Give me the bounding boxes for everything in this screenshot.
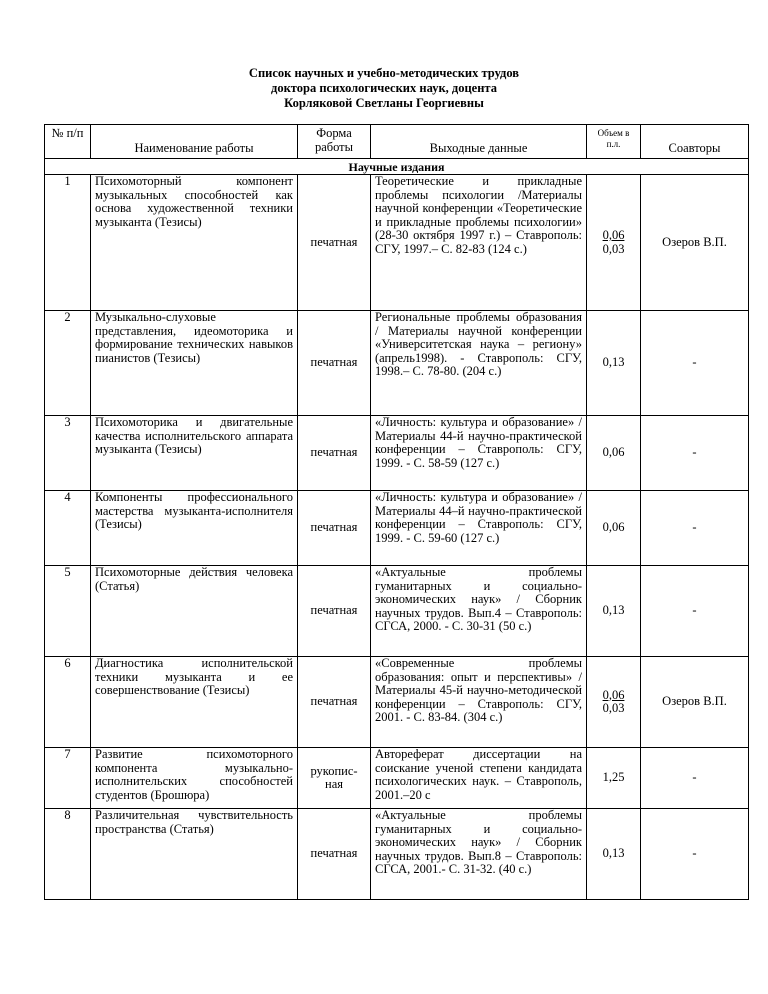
publication-data: Автореферат диссертации на соискание ученой степени кандидата психологических наук. – Ставрополь, 2001.–20 с — [371, 748, 587, 809]
row-number: 1 — [45, 175, 91, 311]
volume-total: 0,06 — [602, 520, 625, 535]
table-row — [45, 748, 749, 809]
volume-total: 0,13 — [602, 355, 625, 370]
volume-cell — [587, 748, 641, 809]
coauthors: - — [641, 566, 749, 657]
volume-total: 0,06 — [602, 228, 625, 242]
table-row — [45, 491, 749, 566]
table-row — [45, 809, 749, 900]
work-title: Развитие психомоторного компонента музыкально-исполнительских способностей студентов (Брошюра) — [91, 748, 298, 809]
volume-total: 0,06 — [602, 687, 625, 702]
publication-data: Теоретические и прикладные проблемы психологии /Материалы научной конференции «Теоретические и прикладные проблемы психологии» (28-30 октября 1997 г.) – Ставрополь: СГУ, 1997.– С. 82-83 (124 с.) — [371, 175, 587, 311]
coauthors: - — [641, 416, 749, 491]
volume-cell — [587, 657, 641, 748]
coauthors: - — [641, 311, 749, 416]
volume-cell — [587, 416, 641, 491]
document-title-line2: доктора психологических наук, доцента — [271, 81, 497, 95]
work-title: Диагностика исполнительской техники музыканта и ее совершенствование (Тезисы) — [91, 657, 298, 748]
coauthors: - — [641, 491, 749, 566]
volume-cell — [587, 175, 641, 311]
col-header-num: № п/п — [45, 125, 91, 159]
work-form: печатная — [298, 566, 371, 657]
volume-cell — [587, 311, 641, 416]
work-title: Психомоторный компонент музыкальных способностей как основа художественной техники музыканта (Тезисы) — [91, 175, 298, 311]
document-title-line3: Корляковой Светланы Георгиевны — [284, 96, 484, 110]
work-form: печатная — [298, 491, 371, 566]
work-title: Компоненты профессионального мастерства музыканта-исполнителя (Тезисы) — [91, 491, 298, 566]
table-row — [45, 566, 749, 657]
volume-total: 0,13 — [602, 846, 625, 861]
work-title: Психомоторные действия человека (Статья) — [91, 566, 298, 657]
work-title: Психомоторика и двигательные качества исполнительского аппарата музыканта (Тезисы) — [91, 416, 298, 491]
volume-author-share: 0,03 — [602, 701, 625, 715]
publication-data: «Личность: культура и образование» / Материалы 44-й научно-практической конференции – Ставрополь: СГУ, 1999. - С. 58-59 (127 с.) — [371, 416, 587, 491]
volume-cell — [587, 491, 641, 566]
table-row — [45, 416, 749, 491]
volume-total: 1,25 — [602, 770, 625, 785]
row-number: 5 — [45, 566, 91, 657]
publication-data: «Личность: культура и образование» / Материалы 44–й научно-практической конференции – Ставрополь: СГУ, 1999. - С. 59-60 (127 с.) — [371, 491, 587, 566]
publication-data: «Современные проблемы образования: опыт и перспективы» / Материалы 45-й научно-методической конференции – Ставрополь: СГУ, 2001. - С. 83-84. (304 с.) — [371, 657, 587, 748]
table-header-row — [45, 125, 749, 159]
row-number: 2 — [45, 311, 91, 416]
volume-author-share: 0,03 — [602, 241, 625, 256]
publications-table — [44, 124, 749, 900]
work-form: печатная — [298, 809, 371, 900]
volume-cell — [587, 809, 641, 900]
volume-total: 0,13 — [602, 603, 625, 618]
col-header-pub: Выходные данные — [371, 125, 587, 159]
row-number: 4 — [45, 491, 91, 566]
volume-cell — [587, 566, 641, 657]
table-row — [45, 657, 749, 748]
publication-data: Региональные проблемы образования / Материалы научной конференции «Университетская наука – региону» (апрель1998). - Ставрополь: СГУ, 1998.– С. 78-80. (204 с.) — [371, 311, 587, 416]
document-title-line1: Список научных и учебно-методических трудов — [248, 66, 520, 80]
section-row — [45, 159, 749, 175]
row-number: 3 — [45, 416, 91, 491]
coauthors: Озеров В.П. — [641, 657, 749, 748]
coauthors: Озеров В.П. — [641, 175, 749, 311]
publication-data: «Актуальные проблемы гуманитарных и социально-экономических наук» / Сборник научных трудов. Вып.8 – Ставрополь: СГСА, 2001.- С. 31-32. (40 с.) — [371, 809, 587, 900]
row-number: 8 — [45, 809, 91, 900]
table-row — [45, 311, 749, 416]
coauthors: - — [641, 809, 749, 900]
table-row — [45, 175, 749, 311]
coauthors: - — [641, 748, 749, 809]
work-title: Музыкально-слуховые представления, идеомоторика и формирование технических навыков пианистов (Тезисы) — [91, 311, 298, 416]
row-number: 7 — [45, 748, 91, 809]
row-number: 6 — [45, 657, 91, 748]
work-title: Различительная чувствительность пространства (Статья) — [91, 809, 298, 900]
work-form: печатная — [298, 657, 371, 748]
work-form: печатная — [298, 311, 371, 416]
col-header-volume: Объем в п.л. — [587, 125, 641, 159]
col-header-form: Форма работы — [298, 125, 371, 159]
section-title: Научные издания — [45, 159, 749, 175]
work-form: печатная — [298, 416, 371, 491]
work-form: печатная — [298, 175, 371, 311]
work-form: рукопис-ная — [298, 748, 371, 809]
col-header-coauthors: Соавторы — [641, 125, 749, 159]
col-header-name: Наименование работы — [91, 125, 298, 159]
volume-total: 0,06 — [602, 445, 625, 460]
publication-data: «Актуальные проблемы гуманитарных и социально-экономических наук» / Сборник научных трудов. Вып.4 – Ставрополь: СГСА, 2000. - С. 30-31 (50 с.) — [371, 566, 587, 657]
